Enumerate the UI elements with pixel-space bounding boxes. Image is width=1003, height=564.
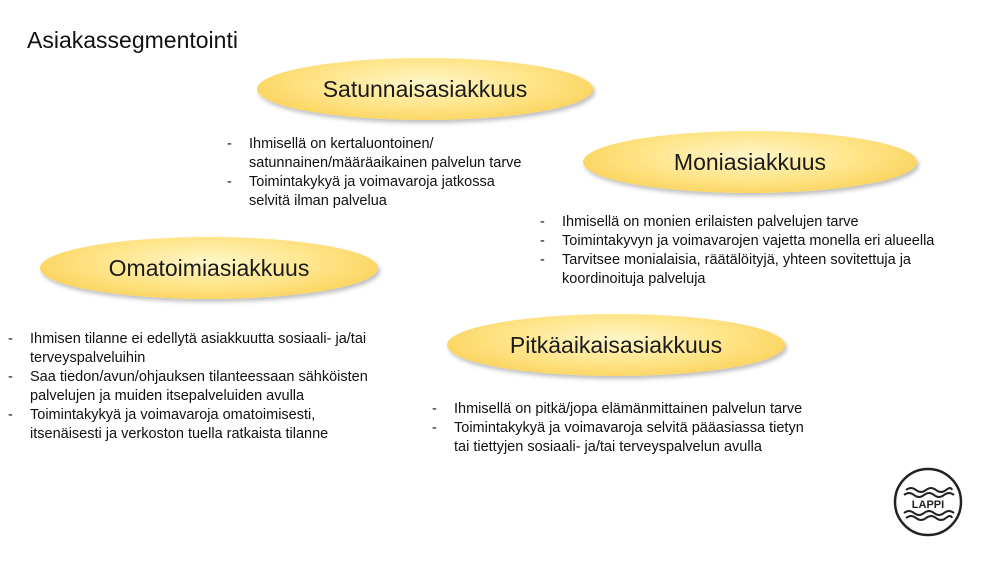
page-title: Asiakassegmentointi	[27, 27, 238, 53]
list-item: - Saa tiedon/avun/ohjauksen tilanteessaan sähköisten palvelujen ja muiden itsepalveluiden avulla	[6, 368, 446, 406]
segment-omatoimiasiakkuus-list	[6, 330, 446, 444]
segment-label: Omatoimiasiakkuus	[108, 254, 310, 281]
lappi-logo-icon	[892, 466, 964, 538]
segment-label: Satunnaisasiakkuus	[322, 75, 528, 102]
segment-pitkaaikaisasiakkuus-list	[430, 400, 880, 457]
segment-moniasiakkuus-oval	[583, 131, 917, 193]
segment-label: Pitkäaikaisasiakkuus	[509, 331, 723, 358]
list-item: - Tarvitsee monialaisia, räätälöityjä, yhteen sovitettuja ja koordinoituja palveluja	[538, 251, 1000, 289]
list-item: - Toimintakyvyn ja voimavarojen vajetta monella eri alueella	[538, 232, 1000, 251]
list-item: - Ihmisellä on monien erilaisten palvelujen tarve	[538, 213, 1000, 232]
segment-satunnaisasiakkuus-list	[225, 135, 585, 211]
lappi-logo-graphic	[892, 466, 964, 538]
segment-label: Moniasiakkuus	[673, 148, 827, 175]
segment-pitkaaikaisasiakkuus-oval	[447, 314, 785, 376]
list-item: - Ihmisellä on pitkä/jopa elämänmittainen palvelun tarve	[430, 400, 880, 419]
list-item: - Toimintakykyä ja voimavaroja selvitä pääasiassa tietyn tai tiettyjen sosiaali- ja/tai terveyspalvelun avulla	[430, 419, 880, 457]
list-item: - Ihmisellä on kertaluontoinen/ satunnainen/määräaikainen palvelun tarve	[225, 135, 585, 173]
list-item: - Toimintakykyä ja voimavaroja omatoimisesti, itsenäisesti ja verkoston tuella ratkaista tilanne	[6, 406, 446, 444]
logo-text: LAPPI	[911, 499, 945, 511]
segment-moniasiakkuus-list	[538, 213, 1000, 289]
segment-satunnaisasiakkuus-oval	[257, 58, 593, 120]
list-item: - Ihmisen tilanne ei edellytä asiakkuutta sosiaali- ja/tai terveyspalveluihin	[6, 330, 446, 368]
list-item: - Toimintakykyä ja voimavaroja jatkossa selvitä ilman palvelua	[225, 173, 585, 211]
segment-omatoimiasiakkuus-oval	[40, 237, 378, 299]
